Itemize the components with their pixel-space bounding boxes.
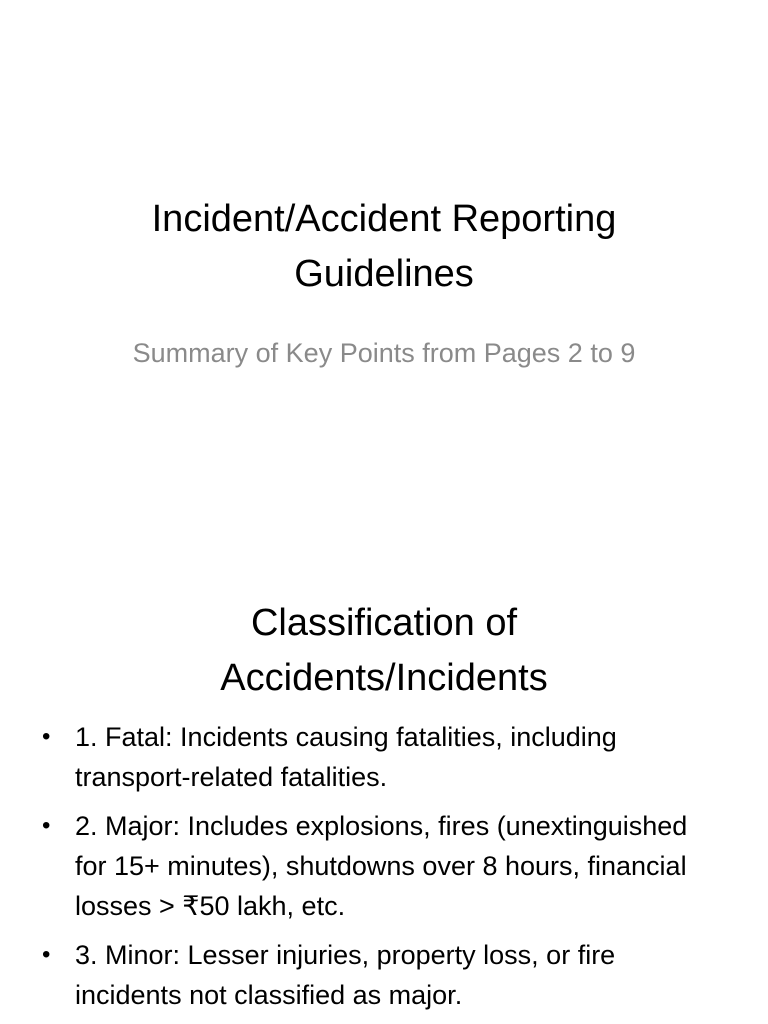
slide-subtitle: Summary of Key Points from Pages 2 to 9 (132, 338, 636, 368)
bullet-dot-icon: • (42, 723, 51, 750)
bullet-text: 2. Major: Includes explosions, fires (unextinguished for 15+ minutes), shutdowns over 8 hours, financial losses > ₹50 lakh, etc. (75, 811, 688, 921)
slide-title: Incident/Accident Reporting Guidelines (151, 198, 617, 295)
slide-title: Classification of Accidents/Incidents (220, 602, 548, 699)
classification-slide (0, 512, 768, 1024)
bullet-text: 1. Fatal: Incidents causing fatalities, including transport-related fatalities. (75, 722, 617, 792)
bullet-dot-icon: • (42, 941, 51, 968)
bullet-item-major (40, 806, 720, 926)
bullet-item-fatal (40, 717, 720, 797)
bullet-list (40, 717, 720, 1024)
bullet-item-minor (40, 935, 720, 1015)
bullet-text: 3. Minor: Lesser injuries, property loss, or fire incidents not classified as major. (75, 940, 616, 1010)
bullet-dot-icon: • (42, 812, 51, 839)
